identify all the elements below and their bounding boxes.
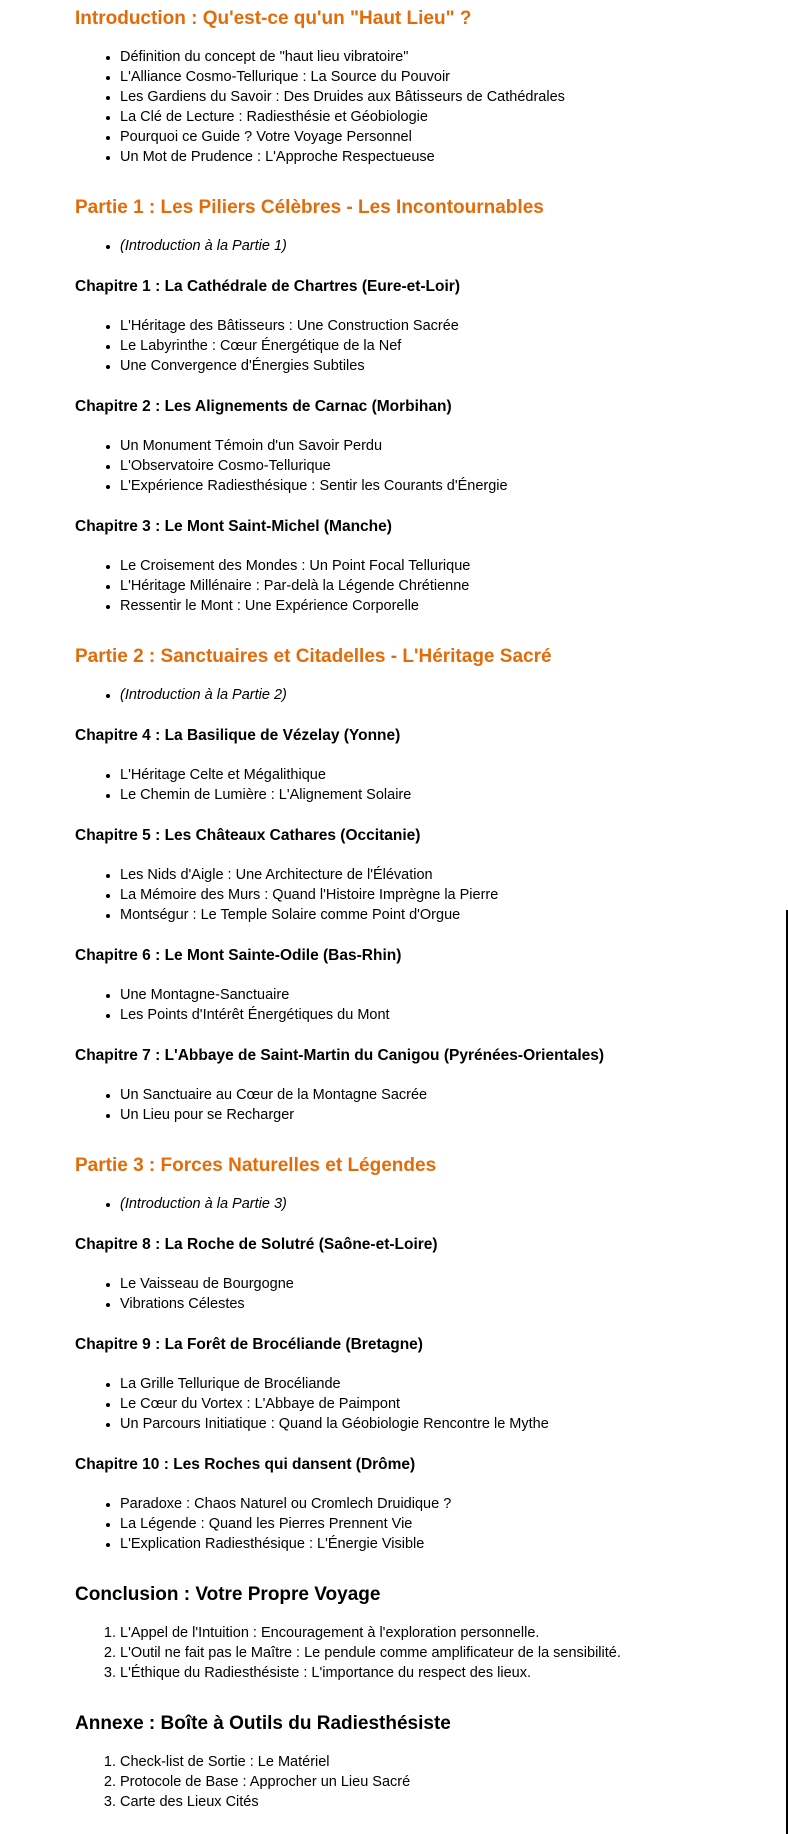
toc-item: • Définition du concept de "haut lieu vibratoire" <box>120 47 718 67</box>
toc-item: • Vibrations Célestes <box>120 1294 718 1314</box>
heading-introduction: Introduction : Qu'est-ce qu'un "Haut Lieu" ? <box>75 8 472 29</box>
heading-chapitre-5: Chapitre 5 : Les Châteaux Cathares (Occitanie) <box>75 827 421 844</box>
toc-item: • Un Lieu pour se Recharger <box>120 1105 718 1125</box>
toc-item: 1. Check-list de Sortie : Le Matériel <box>120 1752 718 1772</box>
list-conclusion <box>75 1623 718 1683</box>
toc-item: • Un Monument Témoin d'un Savoir Perdu <box>120 436 718 456</box>
list-introduction <box>75 47 718 167</box>
toc-item: • Les Points d'Intérêt Énergétiques du Mont <box>120 1005 718 1025</box>
list-chapitre-9 <box>75 1374 718 1434</box>
toc-item: • Le Cœur du Vortex : L'Abbaye de Paimpont <box>120 1394 718 1414</box>
toc-item: 3. Carte des Lieux Cités <box>120 1792 718 1812</box>
toc-item: • La Mémoire des Murs : Quand l'Histoire Imprègne la Pierre <box>120 885 718 905</box>
list-chapitre-5 <box>75 865 718 925</box>
list-chapitre-3 <box>75 556 718 616</box>
toc-item: 2. Protocole de Base : Approcher un Lieu Sacré <box>120 1772 718 1792</box>
toc-item: • Le Vaisseau de Bourgogne <box>120 1274 718 1294</box>
heading-chapitre-6: Chapitre 6 : Le Mont Sainte-Odile (Bas-Rhin) <box>75 947 402 964</box>
heading-annexe: Annexe : Boîte à Outils du Radiesthésiste <box>75 1713 451 1734</box>
heading-chapitre-9: Chapitre 9 : La Forêt de Brocéliande (Bretagne) <box>75 1336 423 1353</box>
list-partie-2 <box>75 685 718 705</box>
toc-item: • Un Mot de Prudence : L'Approche Respectueuse <box>120 147 718 167</box>
toc-item: • Les Gardiens du Savoir : Des Druides aux Bâtisseurs de Cathédrales <box>120 87 718 107</box>
heading-partie-1: Partie 1 : Les Piliers Célèbres - Les Incontournables <box>75 197 544 218</box>
toc-item: • L'Expérience Radiesthésique : Sentir les Courants d'Énergie <box>120 476 718 496</box>
heading-partie-2: Partie 2 : Sanctuaires et Citadelles - L'Héritage Sacré <box>75 646 552 667</box>
toc-item: • La Grille Tellurique de Brocéliande <box>120 1374 718 1394</box>
list-chapitre-10 <box>75 1494 718 1554</box>
heading-chapitre-8: Chapitre 8 : La Roche de Solutré (Saône-et-Loire) <box>75 1236 438 1253</box>
toc-item: • L'Héritage des Bâtisseurs : Une Construction Sacrée <box>120 316 718 336</box>
toc-item: • L'Observatoire Cosmo-Tellurique <box>120 456 718 476</box>
list-chapitre-8 <box>75 1274 718 1314</box>
list-chapitre-6 <box>75 985 718 1025</box>
list-partie-1 <box>75 236 718 256</box>
toc-item: • (Introduction à la Partie 2) <box>120 685 718 705</box>
toc-item: • Une Convergence d'Énergies Subtiles <box>120 356 718 376</box>
heading-partie-3: Partie 3 : Forces Naturelles et Légendes <box>75 1155 437 1176</box>
toc-item: • Montségur : Le Temple Solaire comme Point d'Orgue <box>120 905 718 925</box>
toc-item: • Les Nids d'Aigle : Une Architecture de l'Élévation <box>120 865 718 885</box>
list-chapitre-1 <box>75 316 718 376</box>
toc-item: • Le Croisement des Mondes : Un Point Focal Tellurique <box>120 556 718 576</box>
toc-item: • L'Explication Radiesthésique : L'Énergie Visible <box>120 1534 718 1554</box>
toc-item: • Un Sanctuaire au Cœur de la Montagne Sacrée <box>120 1085 718 1105</box>
heading-chapitre-7: Chapitre 7 : L'Abbaye de Saint-Martin du Canigou (Pyrénées-Orientales) <box>75 1047 605 1064</box>
toc-item: • L'Alliance Cosmo-Tellurique : La Source du Pouvoir <box>120 67 718 87</box>
toc-item: • Un Parcours Initiatique : Quand la Géobiologie Rencontre le Mythe <box>120 1414 718 1434</box>
list-chapitre-2 <box>75 436 718 496</box>
heading-chapitre-10: Chapitre 10 : Les Roches qui dansent (Drôme) <box>75 1456 416 1473</box>
toc-item: • L'Héritage Millénaire : Par-delà la Légende Chrétienne <box>120 576 718 596</box>
toc-item: 2. L'Outil ne fait pas le Maître : Le pendule comme amplificateur de la sensibilité. <box>120 1643 718 1663</box>
heading-chapitre-3: Chapitre 3 : Le Mont Saint-Michel (Manche) <box>75 518 392 535</box>
list-chapitre-4 <box>75 765 718 805</box>
toc-item: • Pourquoi ce Guide ? Votre Voyage Personnel <box>120 127 718 147</box>
list-chapitre-7 <box>75 1085 718 1125</box>
toc-item: • La Légende : Quand les Pierres Prennent Vie <box>120 1514 718 1534</box>
toc-item: • (Introduction à la Partie 1) <box>120 236 718 256</box>
toc-item: • Le Labyrinthe : Cœur Énergétique de la Nef <box>120 336 718 356</box>
list-annexe <box>75 1752 718 1812</box>
toc-item: • L'Héritage Celte et Mégalithique <box>120 765 718 785</box>
list-partie-3 <box>75 1194 718 1214</box>
toc-item: 1. L'Appel de l'Intuition : Encouragement à l'exploration personnelle. <box>120 1623 718 1643</box>
heading-chapitre-4: Chapitre 4 : La Basilique de Vézelay (Yonne) <box>75 727 401 744</box>
toc-item: • La Clé de Lecture : Radiesthésie et Géobiologie <box>120 107 718 127</box>
toc-item: 3. L'Éthique du Radiesthésiste : L'importance du respect des lieux. <box>120 1663 718 1683</box>
toc-item: • (Introduction à la Partie 3) <box>120 1194 718 1214</box>
toc-item: • Paradoxe : Chaos Naturel ou Cromlech Druidique ? <box>120 1494 718 1514</box>
toc-item: • Une Montagne-Sanctuaire <box>120 985 718 1005</box>
toc-item: • Ressentir le Mont : Une Expérience Corporelle <box>120 596 718 616</box>
heading-chapitre-1: Chapitre 1 : La Cathédrale de Chartres (Eure-et-Loir) <box>75 278 460 295</box>
heading-chapitre-2: Chapitre 2 : Les Alignements de Carnac (Morbihan) <box>75 398 452 415</box>
toc-item: • Le Chemin de Lumière : L'Alignement Solaire <box>120 785 718 805</box>
heading-conclusion: Conclusion : Votre Propre Voyage <box>75 1584 381 1605</box>
